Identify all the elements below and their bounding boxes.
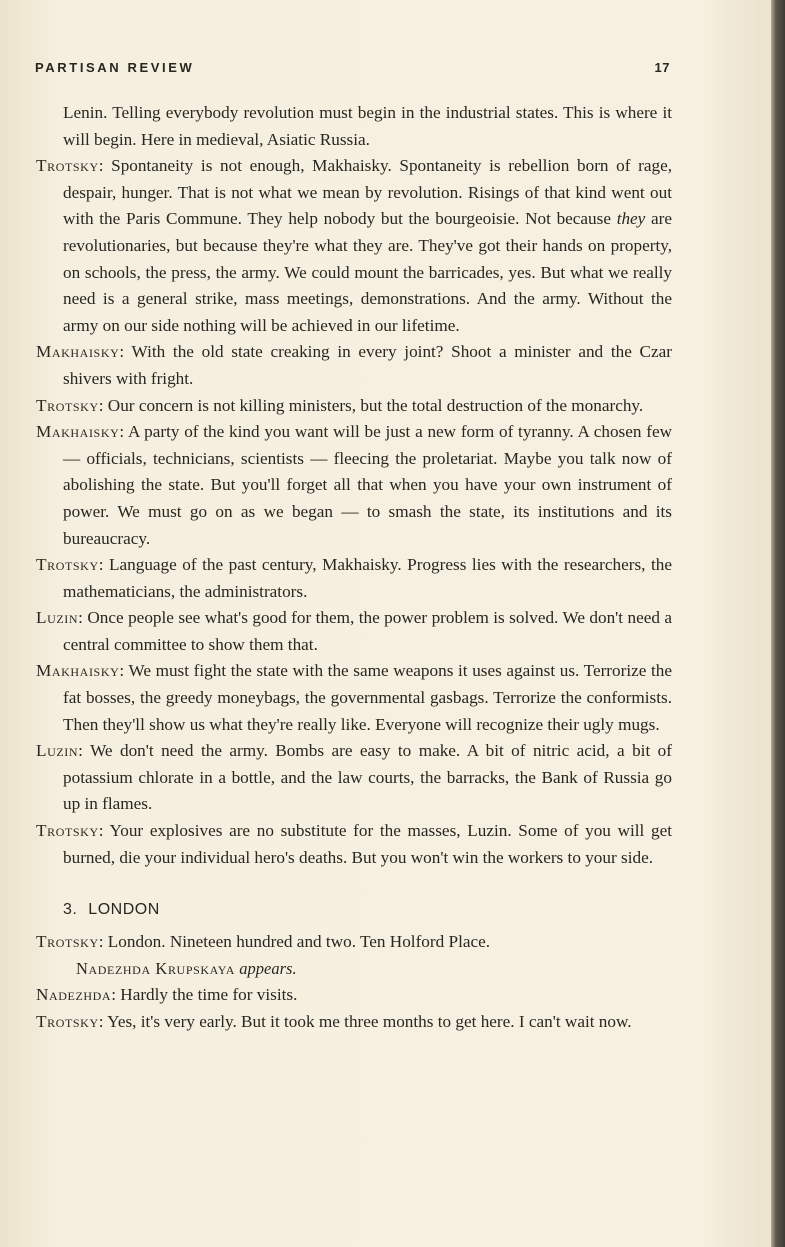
speech-text: Spontaneity is not enough, Makhaisky. Spontaneity is rebellion born of rage, despair, hunger. That is not what we mean by revolution. Risings of that kind went out with the Paris Commune. They help nobody but the bourgeoisie. Not because (63, 156, 672, 229)
speech-text: are revolutionaries, but because they're what they are. They've got their hands on property, on schools, the press, the army. We could mount the barricades, yes. But what we really need is a general strike, mass meetings, demonstrations. And the army. Without the army on our side nothing will be achieved in our lifetime. (63, 209, 673, 335)
speech-paragraph: Trotsky: Our concern is not killing ministers, but the total destruction of the monarchy. (36, 395, 644, 415)
speaker-name: Nadezhda (36, 985, 112, 1005)
speech-paragraph: Trotsky: London. Nineteen hundred and two. Ten Holford Place. (36, 932, 491, 952)
speaker-name: Trotsky (36, 555, 99, 575)
journal-title: PARTISAN REVIEW (35, 60, 195, 75)
speech-paragraph: Trotsky: Spontaneity is not enough, Makhaisky. Spontaneity is rebellion born of rage, despair, hunger. That is not what we mean by revolution. Risings of that kind went out with the Paris Commune. They help nobody but the bourgeoisie. Not because they are revolutionaries, but because they're what they are. They've got their hands on property, on schools, the press, the army. We could mount the barricades, yes. But what we really need is a general strike, mass meetings, demonstrations. And the army. Without the army on our side nothing will be achieved in our lifetime. (36, 156, 673, 335)
speech-paragraph: Trotsky: Your explosives are no substitute for the masses, Luzin. Some of you will get burned, die your individual hero's deaths. But you won't win the workers to your side. (36, 821, 673, 867)
speech-text: Language of the past century, Makhaisky. Progress lies with the researchers, the mathematicians, the administrators. (63, 555, 672, 601)
speaker-name: Trotsky (36, 156, 99, 176)
page-number: 17 (654, 60, 670, 75)
speaker-name: Makhaisky (36, 422, 120, 442)
speaker-name: Trotsky (36, 821, 99, 841)
speaker-name: Trotsky (36, 395, 99, 415)
book-spine-shadow (771, 0, 785, 1247)
speaker-name: Makhaisky (36, 661, 120, 681)
speech-paragraph: Nadezhda: Hardly the time for visits. (36, 985, 298, 1005)
speech-paragraph: Luzin: Once people see what's good for them, the power problem is solved. We don't need a central committee to show them that. (36, 608, 672, 654)
speech-text: London. Nineteen hundred and two. Ten Holford Place. (107, 932, 491, 952)
speech-paragraph: Makhaisky: A party of the kind you want will be just a new form of tyranny. A chosen few — officials, technicians, scientists — fleecing the proletariat. Maybe you talk now of abolishing the state. But you'll forget all that when you have your own instrument of power. We must go on as we began — to smash the state, its institutions and its bureaucracy. (36, 422, 672, 548)
speech-text: Yes, it's very early. But it took me three months to get here. I can't wait now. (107, 1012, 632, 1031)
stage-direction (36, 956, 672, 983)
speech-paragraph: Luzin: We don't need the army. Bombs are easy to make. A bit of nitric acid, a bit of potassium chlorate in a bottle, and the law courts, the barracks, the Bank of Russia go up in flames. (36, 741, 672, 814)
speech-text: Once people see what's good for them, the power problem is solved. We don't need a central committee to show them that. (63, 608, 672, 654)
speech-paragraph: Makhaisky: We must fight the state with the same weapons it uses against us. Terrorize the fat bosses, the greedy moneybags, the governmental gasbags. Terrorize the conformists. Then they'll show us what they're really like. Everyone will recognize their ugly mugs. (36, 661, 672, 734)
continued-speech: Lenin. Telling everybody revolution must begin in the industrial states. This is where it will begin. Here in medieval, Asiatic Russia. (63, 103, 672, 149)
speech-text: With the old state creaking in every joint? Shoot a minister and the Czar shivers with fright. (63, 342, 672, 388)
speech-paragraph: Trotsky: Yes, it's very early. But it took me three months to get here. I can't wait now. (36, 1012, 632, 1031)
speech-text: A party of the kind you want will be just a new form of tyranny. A chosen few — officials, technicians, scientists — fleecing the proletariat. Maybe you talk now of abolishing the state. But you'll forget all that when you have your own instrument of power. We must go on as we began — to smash the state, its institutions and its bureaucracy. (63, 422, 672, 548)
stage-action: appears. (239, 958, 297, 978)
section-title: LONDON (88, 901, 160, 919)
speech-text: Your explosives are no substitute for the masses, Luzin. Some of you will get burned, die your individual hero's deaths. But you won't win the workers to your side. (63, 821, 673, 867)
speaker-name: Makhaisky (36, 342, 120, 362)
section-number: 3. (63, 901, 78, 919)
speech-text: Hardly the time for visits. (120, 985, 298, 1005)
speech-paragraph: Trotsky: Language of the past century, Makhaisky. Progress lies with the researchers, the mathematicians, the administrators. (36, 555, 672, 601)
emphasis-text: they (616, 209, 646, 229)
stage-character: Nadezhda Krupskaya (76, 958, 235, 978)
speech-text: We must fight the state with the same weapons it uses against us. Terrorize the fat bosses, the greedy moneybags, the governmental gasbags. Terrorize the conformists. Then they'll show us what they're really like. Everyone will recognize their ugly mugs. (63, 661, 672, 734)
speaker-name: Luzin (36, 741, 79, 761)
speaker-name: Trotsky (36, 932, 99, 952)
section-heading (63, 895, 672, 925)
speaker-name: Luzin (36, 608, 79, 628)
speaker-name: Trotsky (36, 1012, 99, 1031)
running-header (35, 60, 670, 82)
speech-text: Our concern is not killing ministers, but the total destruction of the monarchy. (107, 395, 644, 415)
speech-paragraph: Makhaisky: With the old state creaking in every joint? Shoot a minister and the Czar shivers with fright. (36, 342, 672, 388)
page-body (36, 100, 672, 1036)
speech-text: We don't need the army. Bombs are easy to make. A bit of nitric acid, a bit of potassium chlorate in a bottle, and the law courts, the barracks, the Bank of Russia go up in flames. (63, 741, 672, 814)
